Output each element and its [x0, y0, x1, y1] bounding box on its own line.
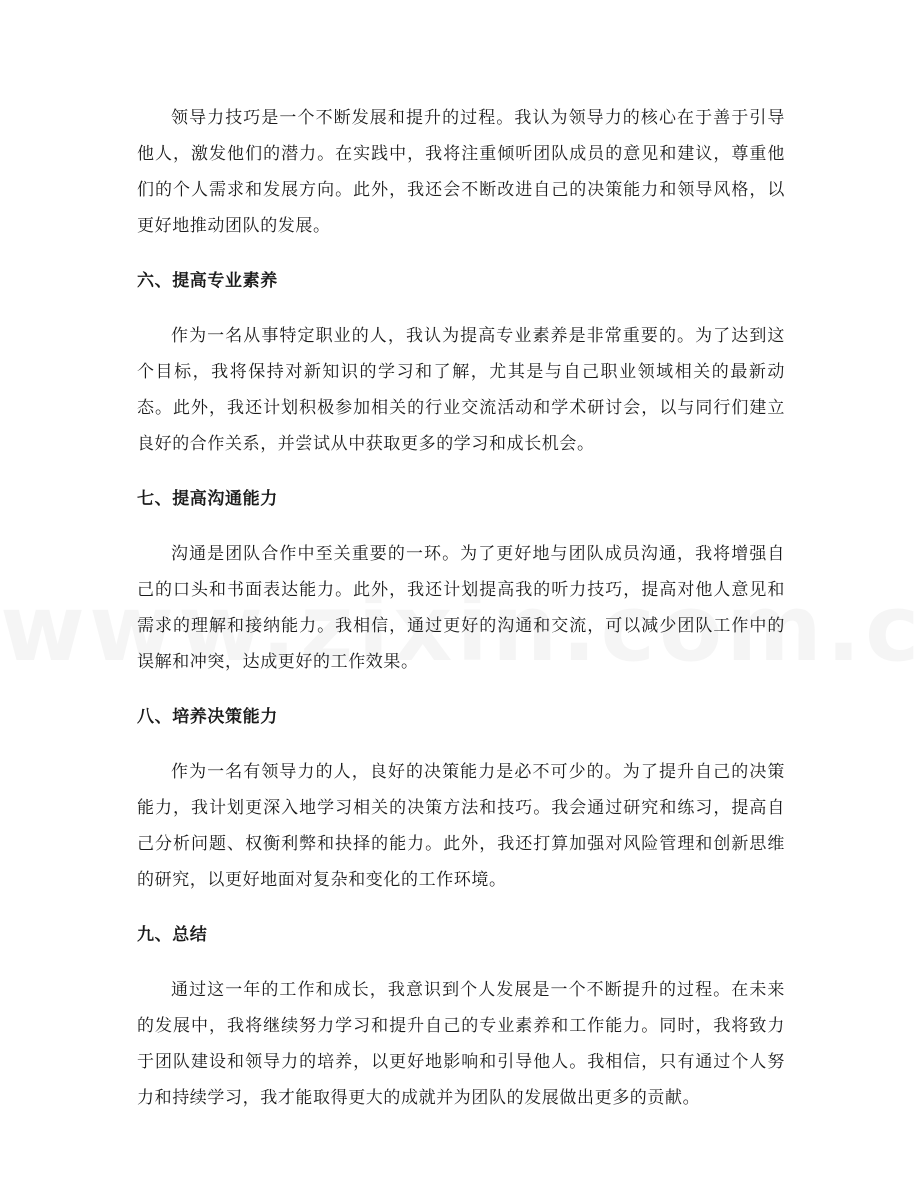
heading-decision: 八、培养决策能力	[137, 707, 278, 727]
paragraph-decision: 作为一名有领导力的人，良好的决策能力是必不可少的。为了提升自己的决策能力，我计划更深入地学习相关的决策方法和技巧。我会通过研究和练习，提高自己分析问题、权衡利弊和抉择的能力。此外，我还打算加强对风险管理和创新思维的研究，以更好地面对复杂和变化的工作环境。	[137, 762, 785, 890]
paragraph-communication: 沟通是团队合作中至关重要的一环。为了更好地与团队成员沟通，我将增强自己的口头和书面表达能力。此外，我还计划提高我的听力技巧，提高对他人意见和需求的理解和接纳能力。我相信，通过更好的沟通和交流，可以减少团队工作中的误解和冲突，达成更好的工作效果。	[137, 544, 785, 672]
paragraph-leadership: 领导力技巧是一个不断发展和提升的过程。我认为领导力的核心在于善于引导他人，激发他们的潜力。在实践中，我将注重倾听团队成员的意见和建议，尊重他们的个人需求和发展方向。此外，我还会不断改进自己的决策能力和领导风格，以更好地推动团队的发展。	[137, 108, 785, 236]
heading-summary: 九、总结	[137, 925, 208, 945]
heading-professional: 六、提高专业素养	[137, 271, 278, 291]
paragraph-summary: 通过这一年的工作和成长，我意识到个人发展是一个不断提升的过程。在未来的发展中，我将继续努力学习和提升自己的专业素养和工作能力。同时，我将致力于团队建设和领导力的培养，以更好地影响和引导他人。我相信，只有通过个人努力和持续学习，我才能取得更大的成就并为团队的发展做出更多的贡献。	[137, 980, 785, 1108]
heading-communication: 七、提高沟通能力	[137, 489, 278, 509]
paragraph-professional: 作为一名从事特定职业的人，我认为提高专业素养是非常重要的。为了达到这个目标，我将保持对新知识的学习和了解，尤其是与自己职业领域相关的最新动态。此外，我还计划积极参加相关的行业交流活动和学术研讨会，以与同行们建立良好的合作关系，并尝试从中获取更多的学习和成长机会。	[137, 326, 785, 454]
document-body	[137, 100, 785, 1116]
